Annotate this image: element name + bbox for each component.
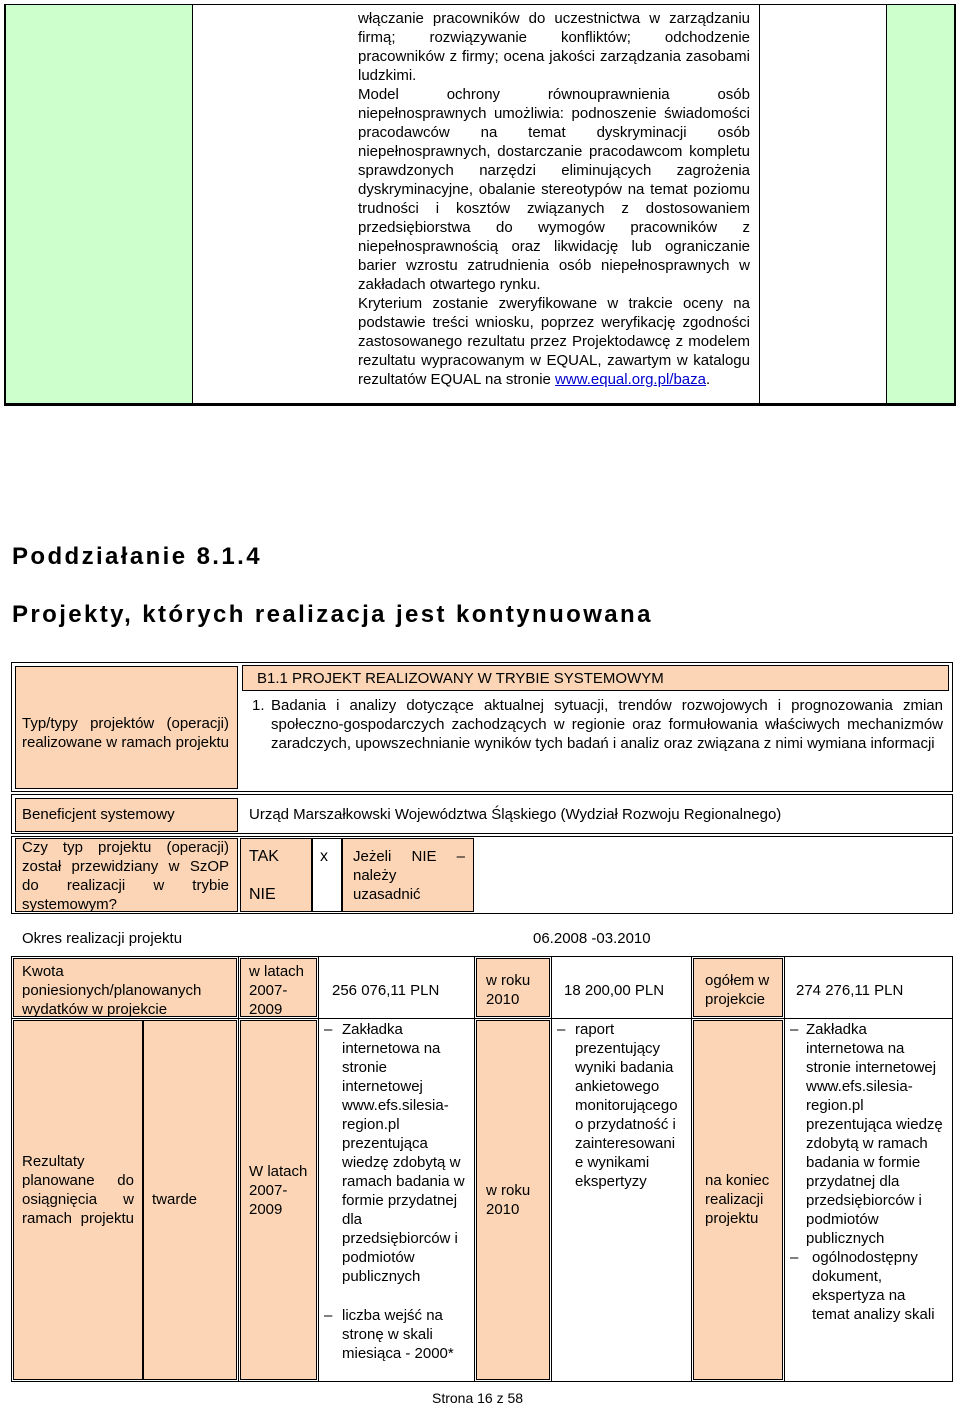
criterion-text: Kryterium zostanie zweryfikowane w trakcie oceny na podstawie treści wniosku, poprzez weryfikację zgodności zastosowanego rezultatu przez Projektodawcę z modelem rezultatu wypracowanym w EQUAL, zawartym w katalogu rezultatów EQUAL na stronie <box>358 295 750 388</box>
type-item-text: Badania i analizy dotyczące aktualnej sytuacji, trendów rozwojowych i prognozowania zmian społeczno-gospodarczych zachodzących w regionie oraz formułowania właściwych mechanizmów zaradczych, upowszechnianie wyników tych badań i analiz oraz związana z nimi wymiana informacji <box>271 697 943 752</box>
amount-total-value: 274 276,11 PLN <box>796 982 904 999</box>
sub-measure-heading: Poddziałanie 8.1.4 <box>12 543 262 570</box>
type-item-number: 1. <box>252 697 265 714</box>
tak-label: TAK <box>249 848 279 865</box>
page-number: Strona 16 z 58 <box>432 1390 524 1406</box>
amount-period1-label: w latach 2007-2009 <box>249 963 305 1018</box>
continued-projects-heading: Projekty, których realizacja jest kontynuowana <box>12 601 653 628</box>
results-period1-item: – liczba wejść na stronę w skali miesiąca - 2000* <box>320 1306 470 1363</box>
results-period2-item: – raport prezentujący wyniki badania ankietowego monitorującego o przydatność i zainteresowani e wynikami ekspertyzy <box>553 1020 687 1191</box>
top-narrow-cell <box>760 4 886 406</box>
type-title: B1.1 PROJEKT REALIZOWANY W TRYBIE SYSTEMOWYM <box>257 670 664 687</box>
nie-label: NIE <box>249 886 276 903</box>
criterion-paragraph <box>358 294 750 389</box>
beneficiary-value: Urząd Marszałkowski Województwa Śląskiego (Wydział Rozwoju Regionalnego) <box>249 806 782 823</box>
results-period2-label: w roku 2010 <box>486 1182 531 1218</box>
results-total-list <box>786 1020 946 1324</box>
criterion-suffix: . <box>705 371 711 388</box>
divider-col3 <box>474 956 475 1382</box>
results-label: Rezultaty planowane do osiągnięcia w ramach projektu <box>22 1153 134 1227</box>
model-paragraph: Model ochrony równouprawnienia osób niepełnosprawnych umożliwia: podnoszenie świadomości pracodawców na temat dyskryminacji osób niepełnosprawnych, dostarczanie pracodawcom kompletu sprawdzonych narzędzi eliminujących zagrożenia dyskryminacyjne, obalanie stereotypów na temat poziomu trudności i kosztów związanych z dostosowaniem przedsiębiorstwa do wymogów pracowników z niepełnosprawnością oraz likwidację lub ograniczanie barier wzrostu zatrudnienia osób niepełnosprawnych w zakładach otwartego rynku. <box>358 86 750 293</box>
results-period1-list <box>320 1020 470 1363</box>
results-period2-list <box>553 1020 687 1191</box>
amount-total-label: ogółem w projekcie <box>705 972 770 1008</box>
szop-question: Czy typ projektu (operacji) został przewidziany w SzOP do realizacji w trybie systemowym? <box>22 839 229 913</box>
results-type: twarde <box>152 1191 198 1208</box>
tak-mark: x <box>320 848 328 865</box>
results-total-label: na koniec realizacji projektu <box>705 1172 770 1227</box>
divider-col2 <box>318 956 319 1382</box>
results-period1-item: – Zakładka internetowa na stronie internetowej www.efs.silesia-region.pl prezentująca wiedzę zdobytą w ramach badania w formie przydatnej dla przedsiębiorców i podmiotów publicznych <box>320 1020 470 1286</box>
divider-col5 <box>691 956 692 1382</box>
amount-period1-value: 256 076,11 PLN <box>332 982 440 999</box>
nie-justify: Jeżeli NIE – należy uzasadnić <box>353 848 465 903</box>
amount-label: Kwota poniesionych/planowanych wydatków w projekcie <box>22 963 202 1018</box>
equal-link[interactable]: www.equal.org.pl/baza <box>555 371 706 388</box>
amount-period2-label: w roku 2010 <box>486 972 531 1008</box>
divider-col4 <box>551 956 552 1382</box>
beneficiary-label: Beneficjent systemowy <box>22 806 175 823</box>
type-label: Typ/typy projektów (operacji) realizowane w ramach projektu <box>22 715 229 751</box>
amount-period2-value: 18 200,00 PLN <box>564 982 665 999</box>
top-left-cell <box>4 4 192 406</box>
period-label: Okres realizacji projektu <box>22 930 183 947</box>
divider-col6 <box>784 956 785 1382</box>
results-period1-label: W latach 2007-2009 <box>249 1163 308 1218</box>
period-value: 06.2008 -03.2010 <box>533 930 651 947</box>
divider-col1 <box>238 956 239 1382</box>
top-text-block <box>358 9 750 389</box>
results-total-item: – Zakładka internetowa na stronie internetowej www.efs.silesia-region.pl prezentująca wiedzę zdobytą w ramach badania w formie przydatnej dla przedsiębiorców i podmiotów publicznych <box>786 1020 946 1248</box>
intro-paragraph: włączanie pracowników do uczestnictwa w zarządzaniu firmą; rozwiązywanie konfliktów; odchodzenie pracowników z firmy; ocena jakości zarządzania zasobami ludzkimi. <box>358 10 750 84</box>
top-right-cell <box>886 4 956 406</box>
results-total-item: – ogólnodostępny dokument, ekspertyza na temat analizy skali <box>786 1248 946 1324</box>
